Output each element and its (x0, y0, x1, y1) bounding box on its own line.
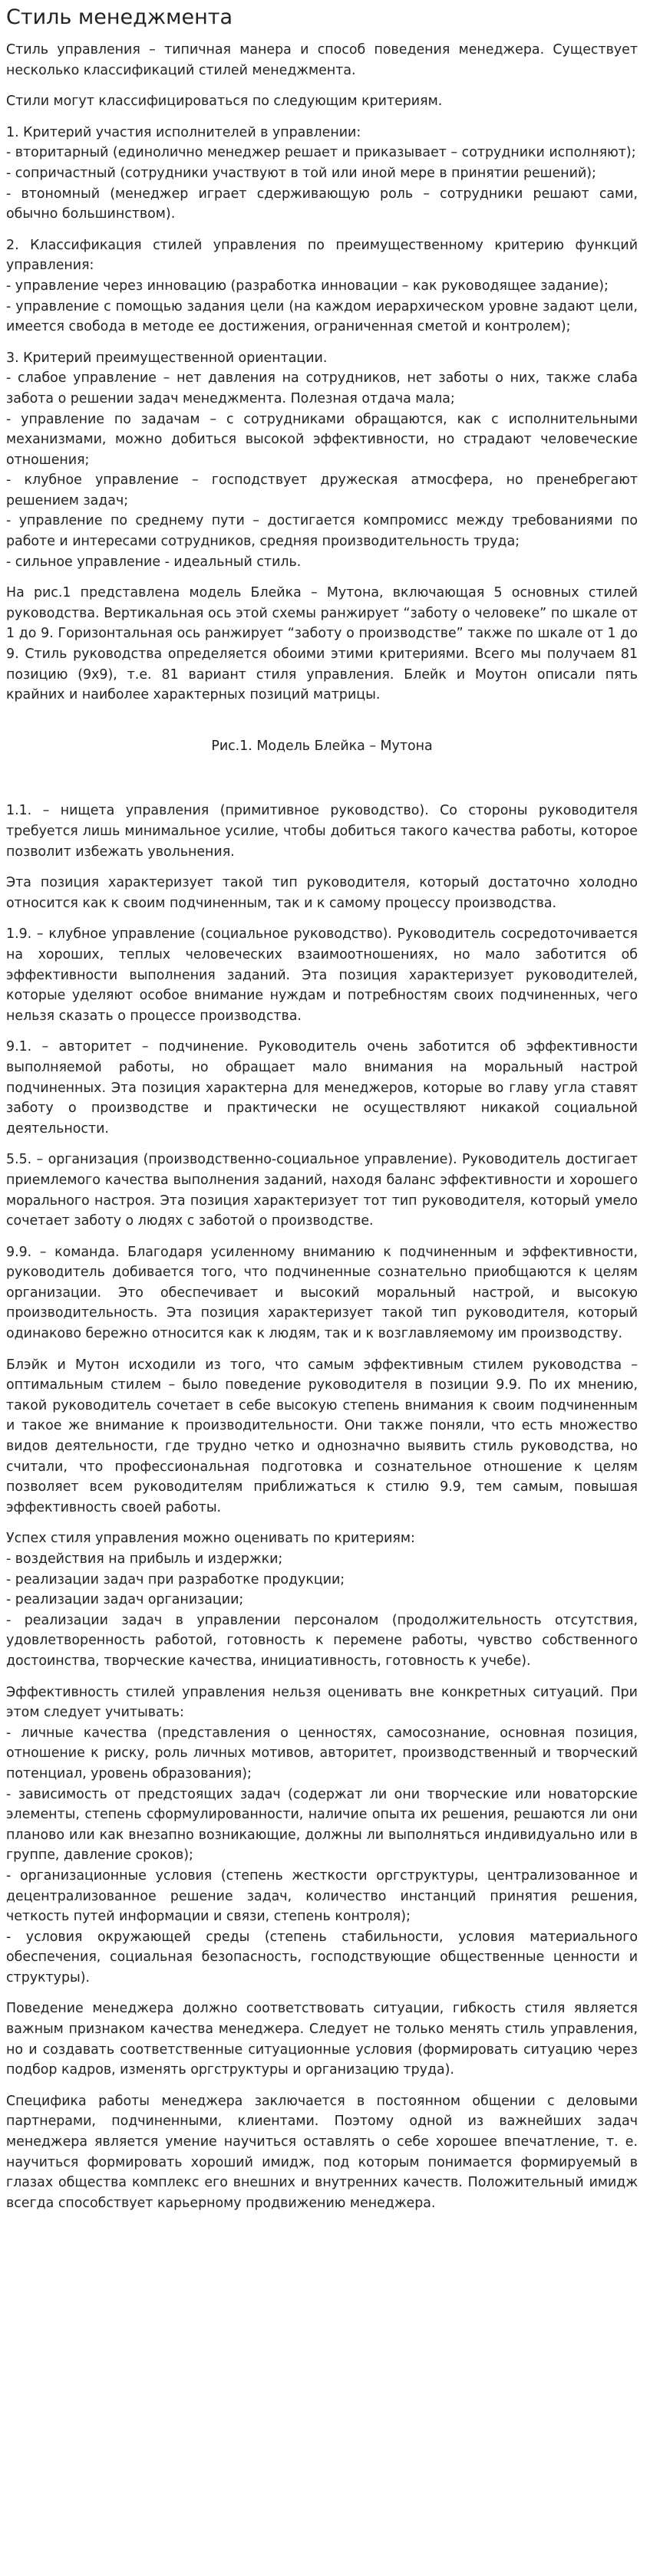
paragraph (6, 924, 638, 1026)
paragraph-line: 5.5. – организация (производственно-социальное управление). Руководитель достигает приемлемого качества выполнения заданий, находя баланс эффективности и хорошего морального настроя. Эта позиция характеризует тот тип руководителя, который умело сочетает заботу о людях с заботой о производстве. (6, 1152, 638, 1229)
paragraph-line: - сопричастный (сотрудники участвуют в той или иной мере в принятии решений); (6, 165, 596, 181)
paragraph-line: - личные качества (представления о ценностях, самосознание, основная позиция, отношение к риску, роль личных мотивов, авторитет, производственный и творческий потенциал, уровень образования); (6, 1725, 638, 1781)
paragraph (6, 1242, 638, 1344)
paragraph-line: - управление по среднему пути – достигается компромисс между требованиями по работе и интересами сотрудников, средняя производительность труда; (6, 513, 638, 550)
paragraph (6, 1037, 638, 1139)
paragraph-line: 1.1. – нищета управления (примитивное руководство). Со стороны руководителя требуется лишь минимальное усилие, чтобы добиться такого качества работы, которое позволит избежать увольнения. (6, 803, 638, 860)
paragraph-line: 9.9. – команда. Благодаря усиленному вниманию к подчиненным и эффективности, руководитель добивается того, что подчиненные сознательно приобщаются к целям организации. Это обеспечивает и высокий моральный настрой, и высокую производительность. Эта позиция характеризует такой тип руководителя, который одинаково бережно относится как к людям, так и к возглавляемому им производству. (6, 1244, 638, 1342)
paragraph-line: - втономный (менеджер играет сдерживающую роль – сотрудники решают сами, обычно большинством). (6, 186, 638, 222)
paragraph (6, 1150, 638, 1231)
paragraph (6, 91, 638, 112)
paragraph (6, 1355, 638, 1518)
paragraph-line: Стили могут классифицироваться по следующим критериям. (6, 94, 443, 110)
paragraph-line: - реализации задач при разработке продукции; (6, 1571, 345, 1587)
paragraph-line: - управление по задачам – с сотрудниками обращаются, как с исполнительными механизмами, можно добиться высокой эффективности, но страдают человеческие отношения; (6, 411, 638, 468)
article-body-bottom (6, 801, 638, 2213)
paragraph (6, 2091, 638, 2214)
paragraph-line: - реализации задач организации; (6, 1592, 244, 1608)
paragraph (6, 1683, 638, 1989)
paragraph-line: - управление с помощью задания цели (на каждом иерархическом уровне задают цели, имеется свобода в методе ее достижения, ограниченная сметой и контролем); (6, 298, 638, 335)
article-body-top (6, 40, 638, 706)
page-title: Стиль менеджмента (6, 5, 233, 29)
paragraph-line: - сильное управление - идеальный стиль. (6, 554, 302, 570)
paragraph (6, 40, 638, 81)
paragraph-line: Эта позиция характеризует такой тип руководителя, который достаточно холодно относится как к своим подчиненным, так и к самому процессу производства. (6, 875, 638, 911)
paragraph-line: Специфика работы менеджера заключается в постоянном общении с деловыми партнерами, подчиненными, клиентами. Поэтому одной из важнейших задач менеджера является умение научиться оставлять о себе хорошее впечатление, т. е. научиться формировать хороший имидж, под которым понимается формируемый в глазах общества комплекс его внешних и внутренних качеств. Положительный имидж всегда способствует карьерному продвижению менеджера. (6, 2093, 638, 2211)
paragraph (6, 123, 638, 225)
paragraph (6, 1528, 638, 1671)
paragraph (6, 801, 638, 862)
paragraph-line: - организационные условия (степень жесткости оргструктуры, централизованное и децентрализованное решение задач, количество инстанций принятия решения, четкость путей информации и связи, степень контроля); (6, 1867, 638, 1925)
paragraph-line: Эффективность стилей управления нельзя оценивать вне конкретных ситуаций. При этом следует учитывать: (6, 1684, 638, 1721)
paragraph-line: Поведение менеджера должно соответствовать ситуации, гибкость стиля является важным признаком качества менеджера. Следует не только менять стиль управления, но и создавать соответственные ситуационные условия (формировать ситуацию через подбор кадров, изменять оргструктуры и организацию труда). (6, 2001, 638, 2078)
paragraph-line: - реализации задач в управлении персоналом (продолжительность отсутствия, удовлетворенность работой, готовность к перемене работы, чувство собственного достоинства, творческие качества, инициативность, готовность к учебе). (6, 1612, 638, 1669)
paragraph-line: На рис.1 представлена модель Блейка – Мутона, включающая 5 основных стилей руководства. Вертикальная ось этой схемы ранжирует “заботу о человеке” по шкале от 1 до 9. Горизонтальная ось ранжирует “заботу о производстве” также по шкале от 1 до 9. Стиль руководства определяется обоими этими критериями. Всего мы получаем 81 позицию (9х9), т.е. 81 вариант стиля управления. Блейк и Моутон описали пять крайних и наиболее характерных позиций матрицы. (6, 585, 638, 703)
paragraph-line: 2. Классификация стилей управления по преимущественному критерию функций управления: (6, 237, 638, 274)
paragraph-line: - управление через инновацию (разработка инновации – как руководящее задание); (6, 278, 609, 294)
paragraph-line: - воздействия на прибыль и издержки; (6, 1551, 283, 1567)
paragraph-line: 3. Критерий преимущественной ориентации. (6, 350, 328, 366)
paragraph-line: Блэйк и Мутон исходили из того, что самым эффективным стилем руководства – оптимальным стилем – было поведение руководителя в позиции 9.9. По их мнению, такой руководитель сочетает в себе высокую степень внимания к своим подчиненным и такое же внимание к производительности. Они также поняли, что есть множество видов деятельности, где трудно четко и однозначно выявить стиль руководства, но считали, что профессиональная подготовка и сознательное отношение к целям позволяет всем руководителям приближаться к стилю 9.9, тем самым, повышая эффективность своей работы. (6, 1357, 638, 1515)
paragraph-line: 1.9. – клубное управление (социальное руководство). Руководитель сосредоточивается на хороших, теплых человеческих взаимоотношениях, но мало заботится об эффективности выполнения заданий. Эта позиция характеризует руководителей, которые уделяют особое внимание нуждам и потребностям своих подчиненных, чего нельзя сказать о процессе производства. (6, 926, 638, 1024)
paragraph-line: - слабое управление – нет давления на сотрудников, нет заботы о них, также слаба забота о решении задач менеджмента. Полезная отдача мала; (6, 370, 638, 406)
paragraph-line: Успех стиля управления можно оценивать по критериям: (6, 1531, 415, 1547)
paragraph-line: - условия окружающей среды (степень стабильности, условия материального обеспечения, социальная безопасность, господствующие общественные ценности и структуры). (6, 1929, 638, 1985)
paragraph-line: - зависимость от предстоящих задач (содержат ли они творческие или новаторские элементы, степень сформулированности, наличие опыта их решения, решаются ли они планово или как внезапно возникающие, должны ли выполняться индивидуально или в группе, давление сроков); (6, 1786, 638, 1864)
paragraph (6, 235, 638, 337)
paragraph-line: 1. Критерий участия исполнителей в управлении: (6, 124, 361, 140)
paragraph-line: Стиль управления – типичная манера и способ поведения менеджера. Существует несколько классификаций стилей менеджмента. (6, 42, 638, 78)
paragraph-line: - вторитарный (единолично менеджер решает и приказывает – сотрудники исполняют); (6, 145, 636, 161)
paragraph (6, 583, 638, 706)
paragraph-line: - клубное управление – господствует дружеская атмосфера, но пренебрегают решением задач; (6, 472, 638, 508)
paragraph (6, 873, 638, 913)
paragraph (6, 348, 638, 573)
paragraph-line: 9.1. – авторитет – подчинение. Руководитель очень заботится об эффективности выполняемой работы, но обращает мало внимания на моральный настрой подчиненных. Эта позиция характерна для менеджеров, которые во главу угла ставят заботу о производстве и практически не осуществляют никакой социальной деятельности. (6, 1039, 638, 1137)
paragraph (6, 1999, 638, 2080)
figure-caption: Рис.1. Модель Блейка – Мутона (211, 738, 433, 754)
